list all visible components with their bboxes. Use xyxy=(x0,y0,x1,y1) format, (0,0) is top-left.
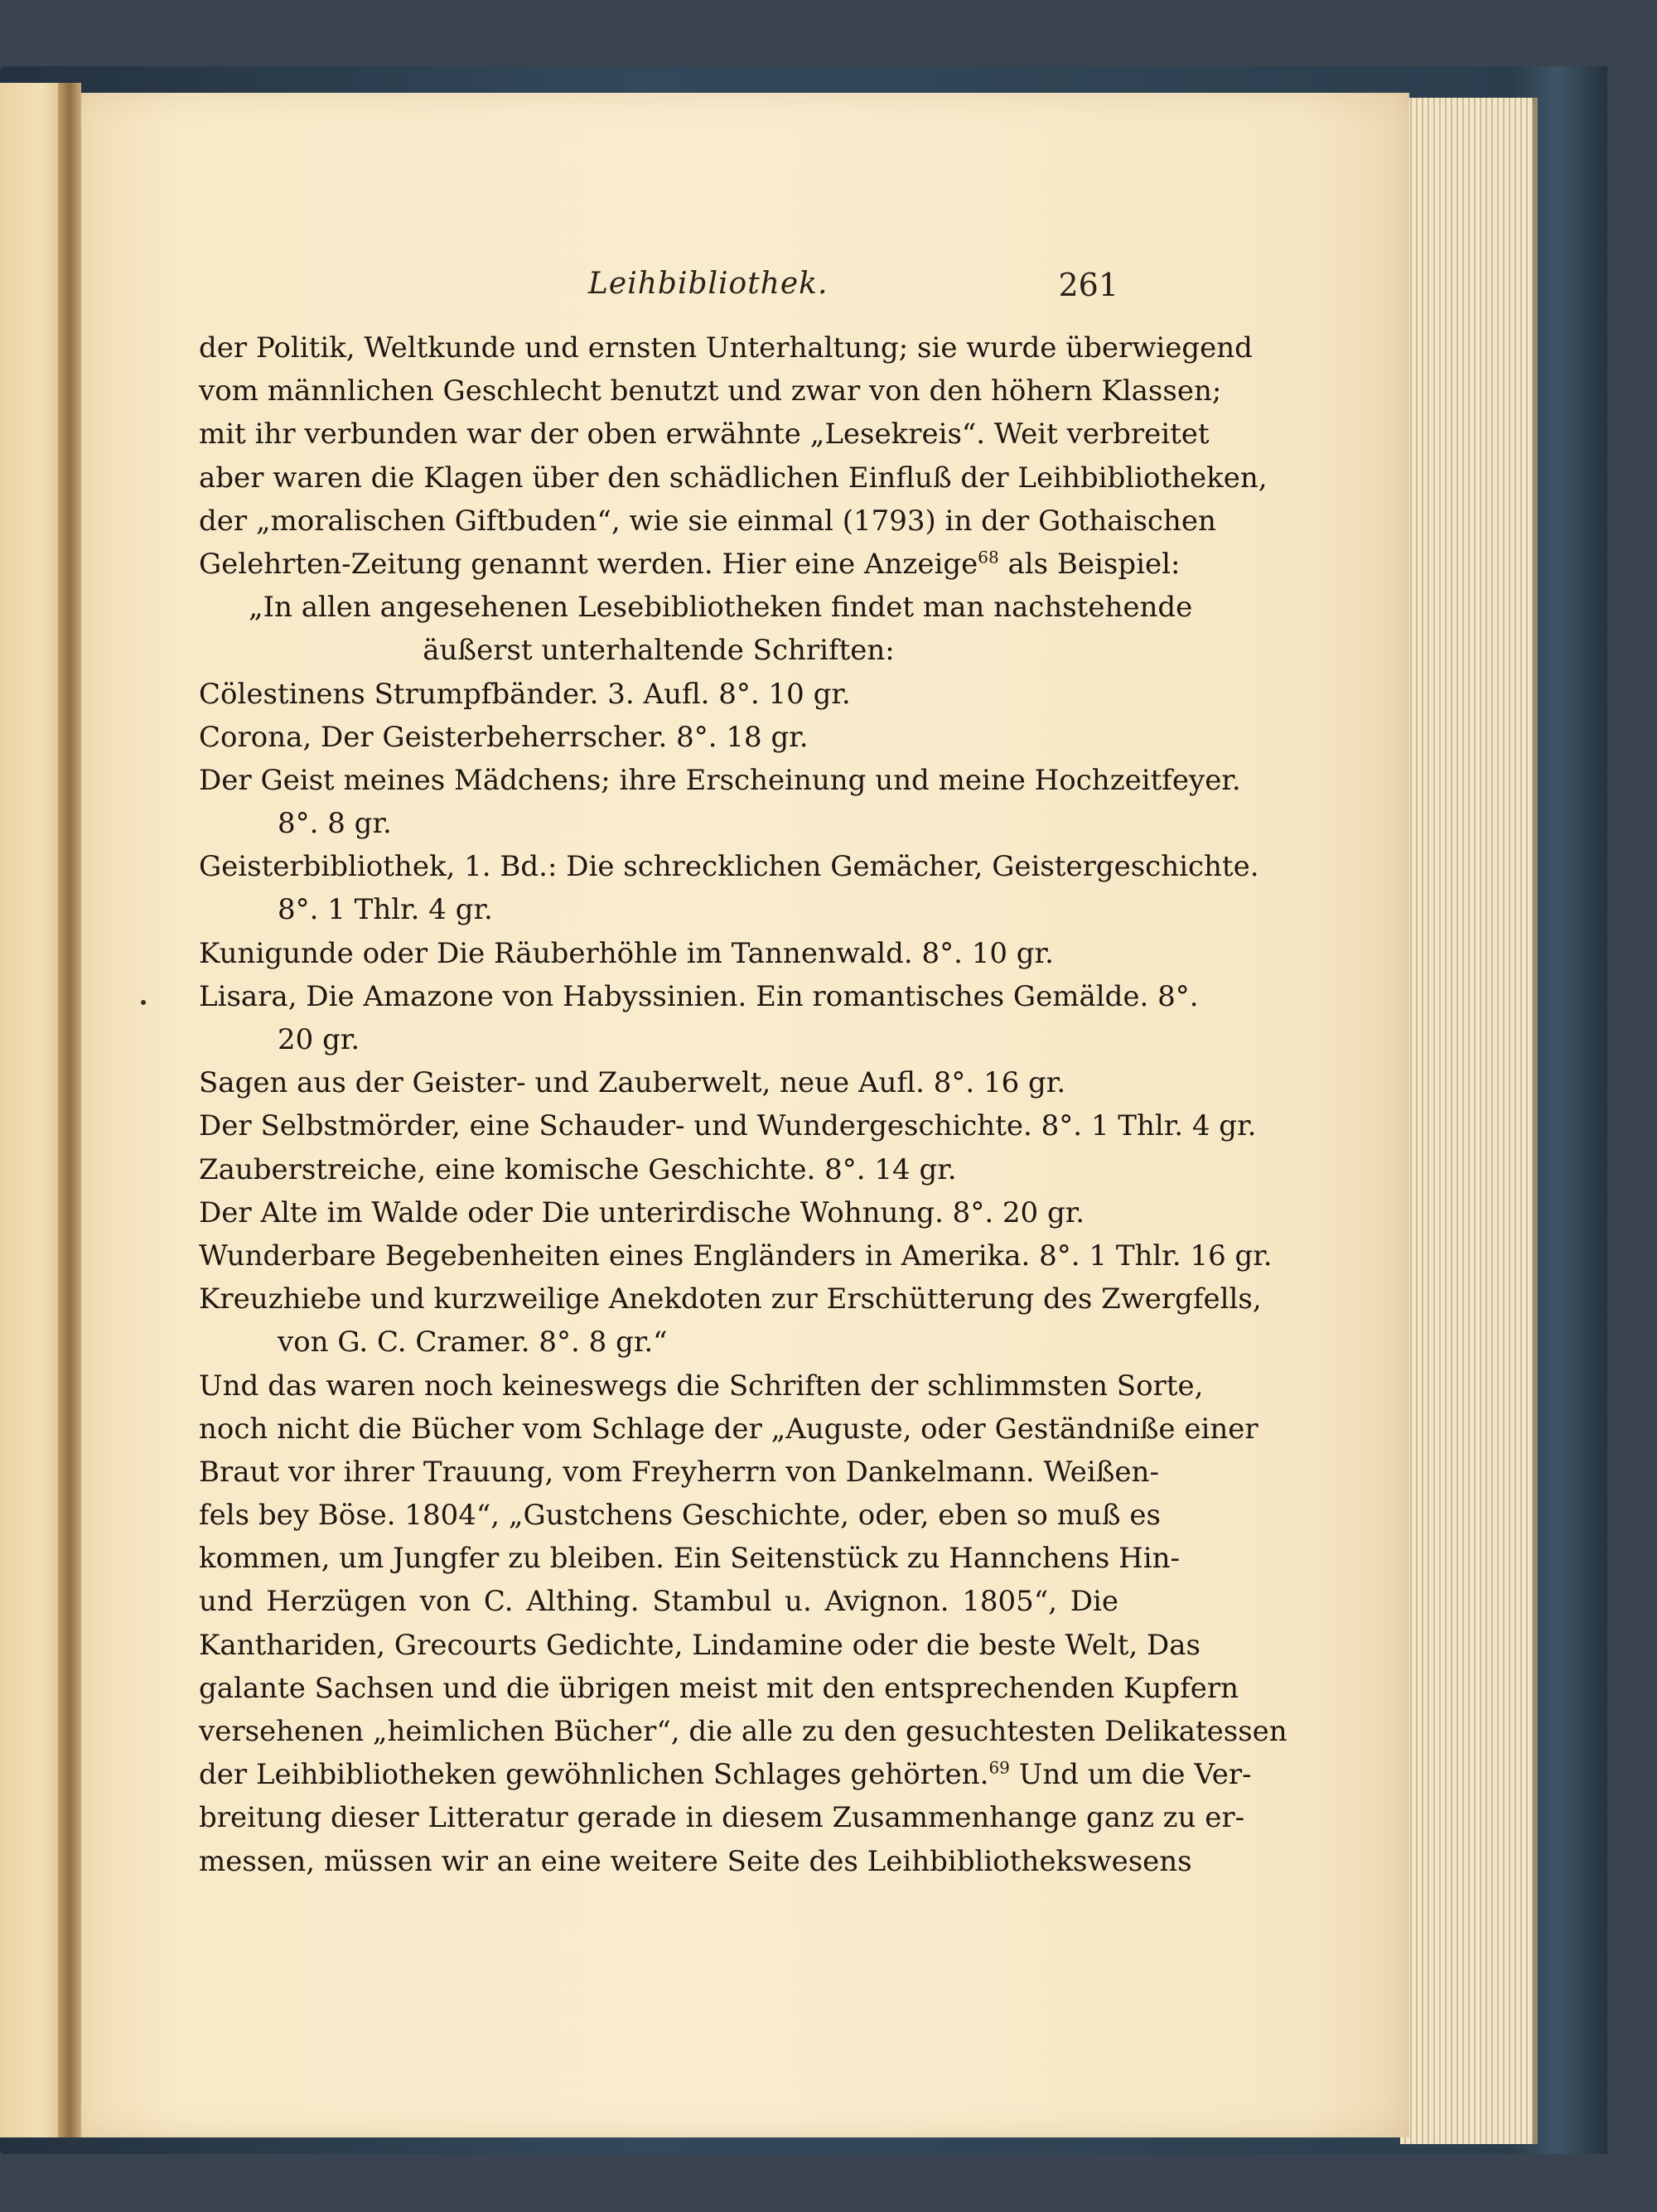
text-line xyxy=(199,1796,1245,1839)
text-line xyxy=(199,1451,1159,1494)
running-header xyxy=(199,267,1118,308)
text-line-content: von G. C. Cramer. 8°. 8 gr.“ xyxy=(278,1326,668,1360)
text-line-content: Gelehrten-Zeitung genannt werden. Hier eine Anzeige xyxy=(199,547,978,581)
text-line xyxy=(199,1104,1257,1147)
text-line xyxy=(199,1321,1118,1364)
text-line-content: 20 gr. xyxy=(278,1023,360,1056)
text-line-content: galante Sachsen und die übrigen meist mit den entsprechenden Kupfern xyxy=(199,1671,1239,1705)
text-line xyxy=(199,975,1199,1018)
text-line-content: mit ihr verbunden war der oben erwähnte „Lesekreis“. Weit verbreitet xyxy=(199,418,1210,452)
text-line xyxy=(199,1148,1118,1191)
text-line xyxy=(199,888,1118,931)
text-line-content: der Leihbibliotheken gewöhnlichen Schlages gehörten. xyxy=(199,1758,989,1792)
text-line xyxy=(199,932,1118,975)
text-line xyxy=(199,1624,1200,1667)
text-line-content: Der Alte im Walde oder Die unterirdische Wohnung. 8°. 20 gr. xyxy=(199,1195,1085,1229)
text-line-content: 8°. 1 Thlr. 4 gr. xyxy=(278,893,493,927)
text-line xyxy=(199,629,1118,672)
text-line-content: Braut vor ihrer Trauung, vom Freyherrn von Dankelmann. Weißen- xyxy=(199,1455,1159,1489)
page-number: 261 xyxy=(1058,267,1118,303)
page-block-edges xyxy=(1400,98,1538,2144)
text-line-content: Corona, Der Geisterbeherrscher. 8°. 18 gr. xyxy=(199,720,809,754)
text-line-content: Der Geist meines Mädchens; ihre Erscheinung und meine Hochzeitfeyer. xyxy=(199,763,1241,797)
text-line xyxy=(199,413,1210,456)
text-line xyxy=(199,1408,1258,1451)
footnote-reference: 68 xyxy=(978,547,999,567)
text-line-content: Kanthariden, Grecourts Gedichte, Lindamine oder die beste Welt, Das xyxy=(199,1628,1200,1662)
text-line-content: kommen, um Jungfer zu bleiben. Ein Seitenstück zu Hannchens Hin- xyxy=(199,1542,1181,1576)
text-line xyxy=(199,1018,1118,1061)
text-line-content: der Politik, Weltkunde und ernsten Unterhaltung; sie wurde überwiegend xyxy=(199,331,1253,365)
text-line xyxy=(199,716,1118,759)
text-line xyxy=(199,759,1241,802)
text-line-content: messen, müssen wir an eine weitere Seite des Leihbibliothekswesens xyxy=(199,1844,1192,1878)
text-line xyxy=(199,1710,1287,1753)
text-line-continuation: als Beispiel: xyxy=(998,547,1181,581)
text-line-content: noch nicht die Bücher vom Schlage der „Auguste, oder Geständniße einer xyxy=(199,1412,1258,1446)
margin-mark xyxy=(141,1000,146,1005)
text-line-content: Wunderbare Begebenheiten eines Engländers in Amerika. 8°. 1 Thlr. 16 gr. xyxy=(199,1239,1273,1273)
body-text xyxy=(199,326,1287,1883)
text-line-content: aber waren die Klagen über den schädlichen Einfluß der Leihbibliotheken, xyxy=(199,461,1268,495)
text-line-content: Zauberstreiche, eine komische Geschichte. 8°. 14 gr. xyxy=(199,1152,957,1186)
text-line xyxy=(199,1494,1161,1537)
text-line-content: Und das waren noch keineswegs die Schriften der schlimmsten Sorte, xyxy=(199,1369,1204,1403)
text-line xyxy=(199,1753,1252,1796)
text-line xyxy=(199,456,1268,500)
text-line xyxy=(199,1277,1262,1321)
text-line-content: Kunigunde oder Die Räuberhöhle im Tannenwald. 8°. 10 gr. xyxy=(199,936,1054,970)
running-title: Leihbibliothek. xyxy=(588,267,828,301)
text-line-content: 8°. 8 gr. xyxy=(278,807,392,841)
text-line-content: Der Selbstmörder, eine Schauder- und Wundergeschichte. 8°. 1 Thlr. 4 gr. xyxy=(199,1109,1257,1143)
text-line xyxy=(199,845,1259,888)
text-line xyxy=(199,326,1253,369)
text-line xyxy=(199,500,1216,543)
text-line-continuation: Und um die Ver- xyxy=(1009,1758,1252,1792)
text-line xyxy=(199,1061,1118,1104)
text-line-content: fels bey Böse. 1804“, „Gustchens Geschichte, oder, eben so muß es xyxy=(199,1499,1161,1533)
text-line xyxy=(199,1840,1192,1883)
book-gutter xyxy=(58,83,81,2137)
text-line xyxy=(199,1191,1118,1234)
footnote-reference: 69 xyxy=(988,1757,1010,1778)
text-line xyxy=(199,1667,1239,1710)
text-line-content: versehenen „heimlichen Bücher“, die alle zu den gesuchtesten Delikatessen xyxy=(199,1715,1287,1748)
text-line-content: breitung dieser Litteratur gerade in diesem Zusammenhange ganz zu er- xyxy=(199,1801,1245,1835)
text-line-content: äußerst unterhaltende Schriften: xyxy=(423,634,895,668)
text-line xyxy=(199,543,1181,586)
text-line-content: Cölestinens Strumpfbänder. 3. Aufl. 8°. 10 gr. xyxy=(199,677,851,711)
text-line xyxy=(199,802,1118,845)
text-line xyxy=(199,586,1193,629)
text-line-content: Lisara, Die Amazone von Habyssinien. Ein romantisches Gemälde. 8°. xyxy=(199,979,1199,1013)
text-line xyxy=(199,1537,1181,1580)
text-line-content: Kreuzhiebe und kurzweilige Anekdoten zur Erschütterung des Zwergfells, xyxy=(199,1282,1262,1316)
text-line-content: der „moralischen Giftbuden“, wie sie einmal (1793) in der Gothaischen xyxy=(199,504,1216,538)
text-line-content: Geisterbibliothek, 1. Bd.: Die schrecklichen Gemächer, Geistergeschichte. xyxy=(199,850,1259,884)
text-line xyxy=(199,1580,1118,1623)
text-line xyxy=(199,369,1222,413)
text-line xyxy=(199,1234,1273,1277)
text-line xyxy=(199,1364,1204,1408)
text-line-content: Sagen aus der Geister- und Zauberwelt, neue Aufl. 8°. 16 gr. xyxy=(199,1066,1066,1100)
text-line-content: und Herzügen von C. Althing. Stambul u. Avignon. 1805“, Die xyxy=(199,1585,1118,1619)
text-line-content: vom männlichen Geschlecht benutzt und zwar von den höhern Klassen; xyxy=(199,374,1222,408)
text-line-content: „In allen angesehenen Lesebibliotheken findet man nachstehende xyxy=(249,591,1193,625)
text-line xyxy=(199,673,1118,716)
